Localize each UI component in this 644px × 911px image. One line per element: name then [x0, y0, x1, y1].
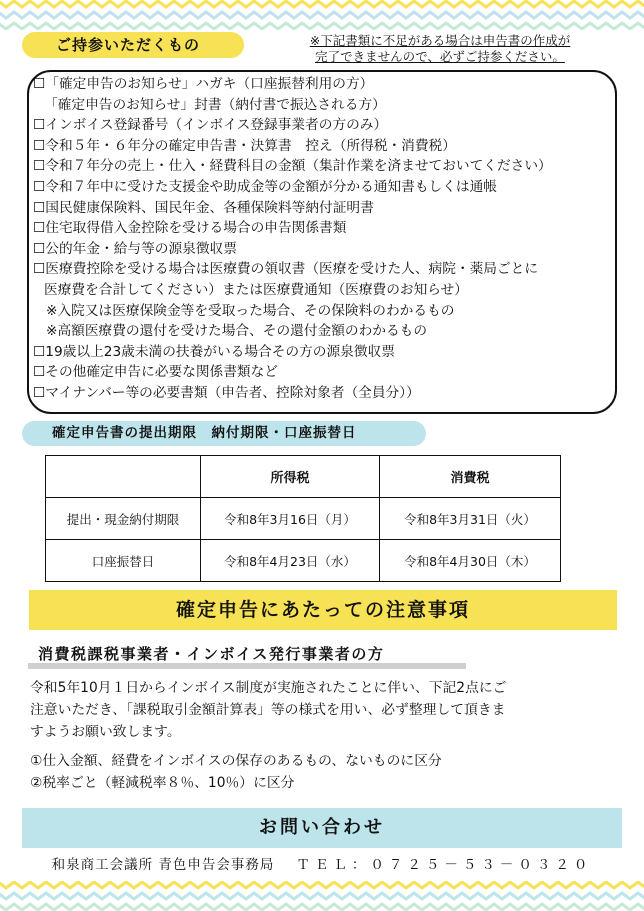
- zigzag-line: [0, 1, 644, 7]
- checklist-item: ☐令和７年分の売上・仕入・経費科目の金額（集計作業を済ませておいてください）: [33, 158, 552, 175]
- top-decorative-band: [0, 0, 644, 30]
- bottom-decorative-band: [0, 881, 644, 911]
- document-checklist: [33, 74, 623, 404]
- checklist-item: ☐国民健康保険料、国民年金、各種保険料等納付証明書: [33, 199, 374, 216]
- checklist-item: ☐インボイス登録番号（インボイス登録事業者の方のみ）: [33, 117, 388, 134]
- zigzag-line: [0, 12, 644, 18]
- table-cell: 口座振替日: [46, 540, 201, 582]
- bring-items-label: ご持参いただくもの: [22, 32, 244, 58]
- checklist-item: ☐住宅取得借入金控除を受ける場合の申告関係書類: [33, 220, 347, 237]
- table-row: [46, 498, 561, 540]
- zigzag-line: [0, 893, 644, 899]
- zigzag-pattern: [0, 881, 644, 911]
- table-header-cell: 所得税: [201, 456, 380, 498]
- table-header-row: [46, 456, 561, 498]
- checklist-item: ☐令和７年中に受けた支援金や助成金等の金額が分かる通知書もしくは通帳: [33, 178, 497, 195]
- invoice-heading: 消費税課税事業者・インボイス発行事業者の方: [38, 645, 385, 663]
- checklist-note: ※高額医療費の還付を受けた場合、その還付金額のわかるもの: [46, 323, 428, 340]
- deadline-section-label: 確定申告書の提出期限 納付期限・口座振替日: [22, 421, 426, 446]
- table-cell: 令和8年4月30日（木）: [380, 540, 561, 582]
- contact-title: お問い合わせ: [22, 808, 622, 848]
- zigzag-pattern: [0, 0, 644, 30]
- zigzag-line: [0, 882, 644, 888]
- table-cell: 提出・現金納付期限: [46, 498, 201, 540]
- table-cell: 令和8年4月23日（水）: [201, 540, 380, 582]
- deadline-table: [45, 455, 561, 582]
- checklist-item: ☐令和５年・６年分の確定申告書・決算書 控え（所得税・消費税）: [33, 137, 456, 154]
- table-cell: 令和8年3月16日（月）: [201, 498, 380, 540]
- warning-line: 完了できませんので、必ずご持参ください。: [315, 49, 565, 64]
- zigzag-line: [0, 23, 644, 29]
- notice-title: 確定申告にあたっての注意事項: [29, 590, 617, 630]
- point-item: ①仕入金額、経費をインボイスの保存のあるもの、ないものに区分: [30, 753, 442, 769]
- checklist-item: ☐医療費控除を受ける場合は医療費の領収書（医療を受けた人、病院・薬局ごとに: [33, 261, 539, 278]
- checklist-item: ☐「確定申告のお知らせ」ハガキ（口座振替利用の方）: [33, 76, 374, 92]
- checklist-item: ☐マイナンバー等の必要書類（申告者、控除対象者（全員分））: [33, 384, 420, 401]
- table-cell: 令和8年3月31日（火）: [380, 498, 561, 540]
- missing-documents-warning: [270, 33, 610, 65]
- checklist-item: ☐19歳以上23歳未満の扶養がいる場合その方の源泉徴収票: [33, 343, 395, 360]
- checklist-item: ☐公的年金・給与等の源泉徴収票: [33, 240, 237, 257]
- invoice-points: [30, 750, 622, 794]
- table-row: [46, 540, 561, 582]
- invoice-body-text: [30, 677, 622, 743]
- point-item: ②税率ごと（軽減税率８％、10％）に区分: [30, 775, 295, 791]
- contact-footer: [0, 853, 644, 873]
- organization-name: 和泉商工会議所 青色申告会事務局: [51, 857, 275, 873]
- warning-line: ※下記書類に不足がある場合は申告書の作成が: [309, 33, 571, 48]
- body-line: すようお願い致します。: [30, 724, 181, 740]
- table-header-cell: [46, 456, 201, 498]
- checklist-note: ※入院又は医療保険金等を受取った場合、その保険料のわかるもの: [46, 302, 455, 319]
- table-header-cell: 消費税: [380, 456, 561, 498]
- zigzag-line: [0, 904, 644, 910]
- checklist-item: 医療費を合計してください）または医療費通知（医療費のお知らせ）: [44, 281, 468, 298]
- phone-number: ＴＥＬ：０７２５－５３－０３２０: [296, 857, 593, 873]
- checklist-item: ☐その他確定申告に必要な関係書類など: [33, 364, 278, 381]
- checklist-item: 「確定申告のお知らせ」封書（納付書で振込される方）: [44, 96, 386, 113]
- body-line: 注意いただき、「課税取引金額計算表」等の様式を用い、必ず整理して頂きま: [30, 702, 506, 718]
- body-line: 令和5年10月１日からインボイス制度が実施されたことに伴い、下記2点にご: [30, 680, 507, 696]
